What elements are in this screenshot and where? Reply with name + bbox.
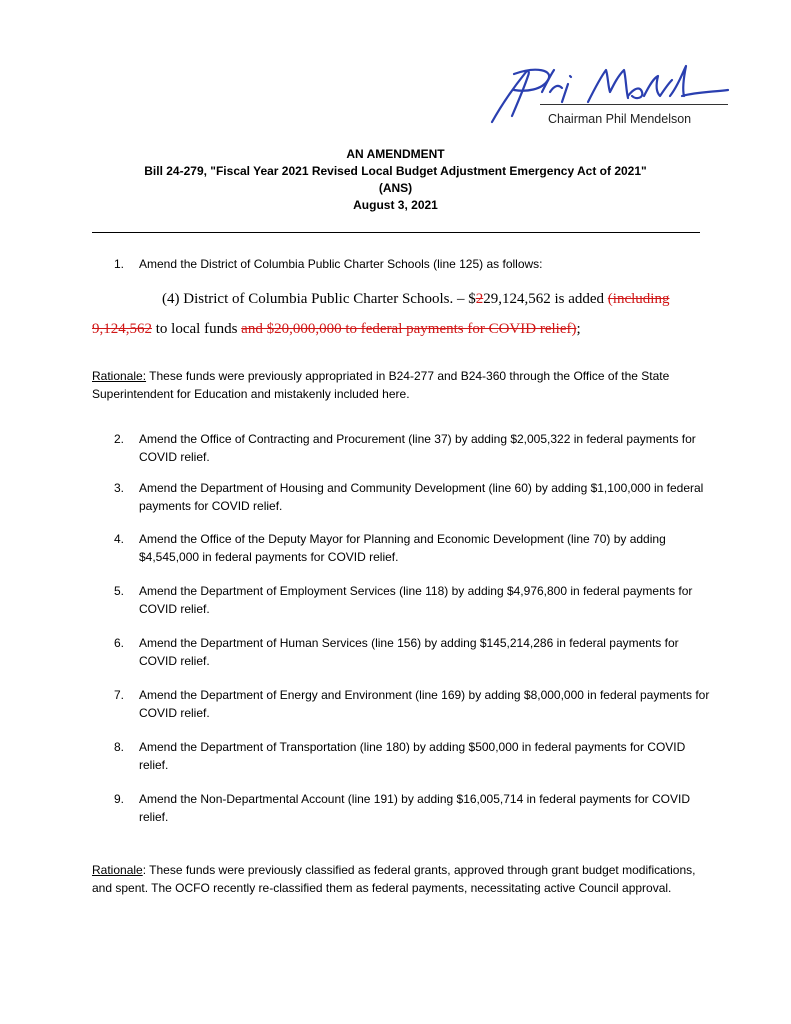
struck-digit: 2 bbox=[475, 291, 484, 307]
item-number: 7. bbox=[114, 688, 125, 702]
item-text: Amend the Department of Human Services (line 156) by adding $145,214,286 in federal payments for COVID relief. bbox=[139, 636, 679, 668]
item-text: Amend the Department of Transportation (line 180) by adding $500,000 in federal payments for COVID relief. bbox=[139, 740, 686, 772]
item-text: Amend the Department of Employment Services (line 118) by adding $4,976,800 in federal payments for COVID relief. bbox=[139, 584, 693, 616]
chairman-name: Chairman Phil Mendelson bbox=[548, 112, 692, 126]
rationale-1 bbox=[92, 367, 712, 403]
rationale-text: These funds were previously appropriated in B24-277 and B24-360 through the Office of the State Superintendent for Education and mistakenly included here. bbox=[92, 369, 670, 401]
rationale-label: Rationale bbox=[92, 863, 143, 877]
item-number: 9. bbox=[114, 792, 125, 806]
header-divider bbox=[92, 232, 700, 233]
struck-including: (including bbox=[607, 291, 670, 307]
rationale-label: Rationale: bbox=[92, 369, 147, 383]
amendment-part-1: (4) District of Columbia Public Charter Schools. – $ bbox=[162, 291, 476, 307]
bill-title: Bill 24-279, "Fiscal Year 2021 Revised Local Budget Adjustment Emergency Act of 2021" bbox=[144, 164, 647, 178]
document-date: August 3, 2021 bbox=[353, 198, 438, 212]
item-text: Amend the District of Columbia Public Charter Schools (line 125) as follows: bbox=[139, 257, 543, 271]
item-number: 6. bbox=[114, 636, 125, 650]
item-number: 3. bbox=[114, 481, 125, 495]
struck-federal: and $20,000,000 to federal payments for COVID relief) bbox=[241, 321, 577, 337]
item-text: Amend the Department of Energy and Environment (line 169) by adding $8,000,000 in federal payments for COVID relief. bbox=[139, 688, 710, 720]
item-text: Amend the Department of Housing and Community Development (line 60) by adding $1,100,000 in federal payments for COVID relief. bbox=[139, 481, 704, 513]
item-number: 5. bbox=[114, 584, 125, 598]
item-text: Amend the Office of Contracting and Procurement (line 37) by adding $2,005,322 in federal payments for COVID relief. bbox=[139, 432, 696, 464]
amendment-part-2: 29,124,562 is added bbox=[483, 291, 608, 307]
struck-amount: 9,124,562 bbox=[92, 321, 152, 337]
bill-tag: (ANS) bbox=[378, 181, 413, 195]
item-text: Amend the Office of the Deputy Mayor for Planning and Economic Development (line 70) by adding $4,545,000 in federal payments for COVID relief. bbox=[139, 532, 666, 564]
amendment-text bbox=[92, 284, 712, 344]
item-number: 8. bbox=[114, 740, 125, 754]
amendment-end: ; bbox=[576, 321, 581, 337]
item-text: Amend the Non-Departmental Account (line 191) by adding $16,005,714 in federal payments for COVID relief. bbox=[139, 792, 690, 824]
signature-line bbox=[540, 104, 728, 105]
amendment-part-3: to local funds bbox=[152, 321, 242, 337]
document-title: AN AMENDMENT bbox=[346, 147, 445, 161]
rationale-2 bbox=[92, 861, 712, 897]
item-number: 2. bbox=[114, 432, 125, 446]
rationale-text: : These funds were previously classified as federal grants, approved through grant budget modifications, and spent. The OCFO recently re-classified them as federal payments, necessitating active Council approval. bbox=[92, 863, 696, 895]
item-number: 1. bbox=[114, 257, 125, 271]
item-number: 4. bbox=[114, 532, 125, 546]
